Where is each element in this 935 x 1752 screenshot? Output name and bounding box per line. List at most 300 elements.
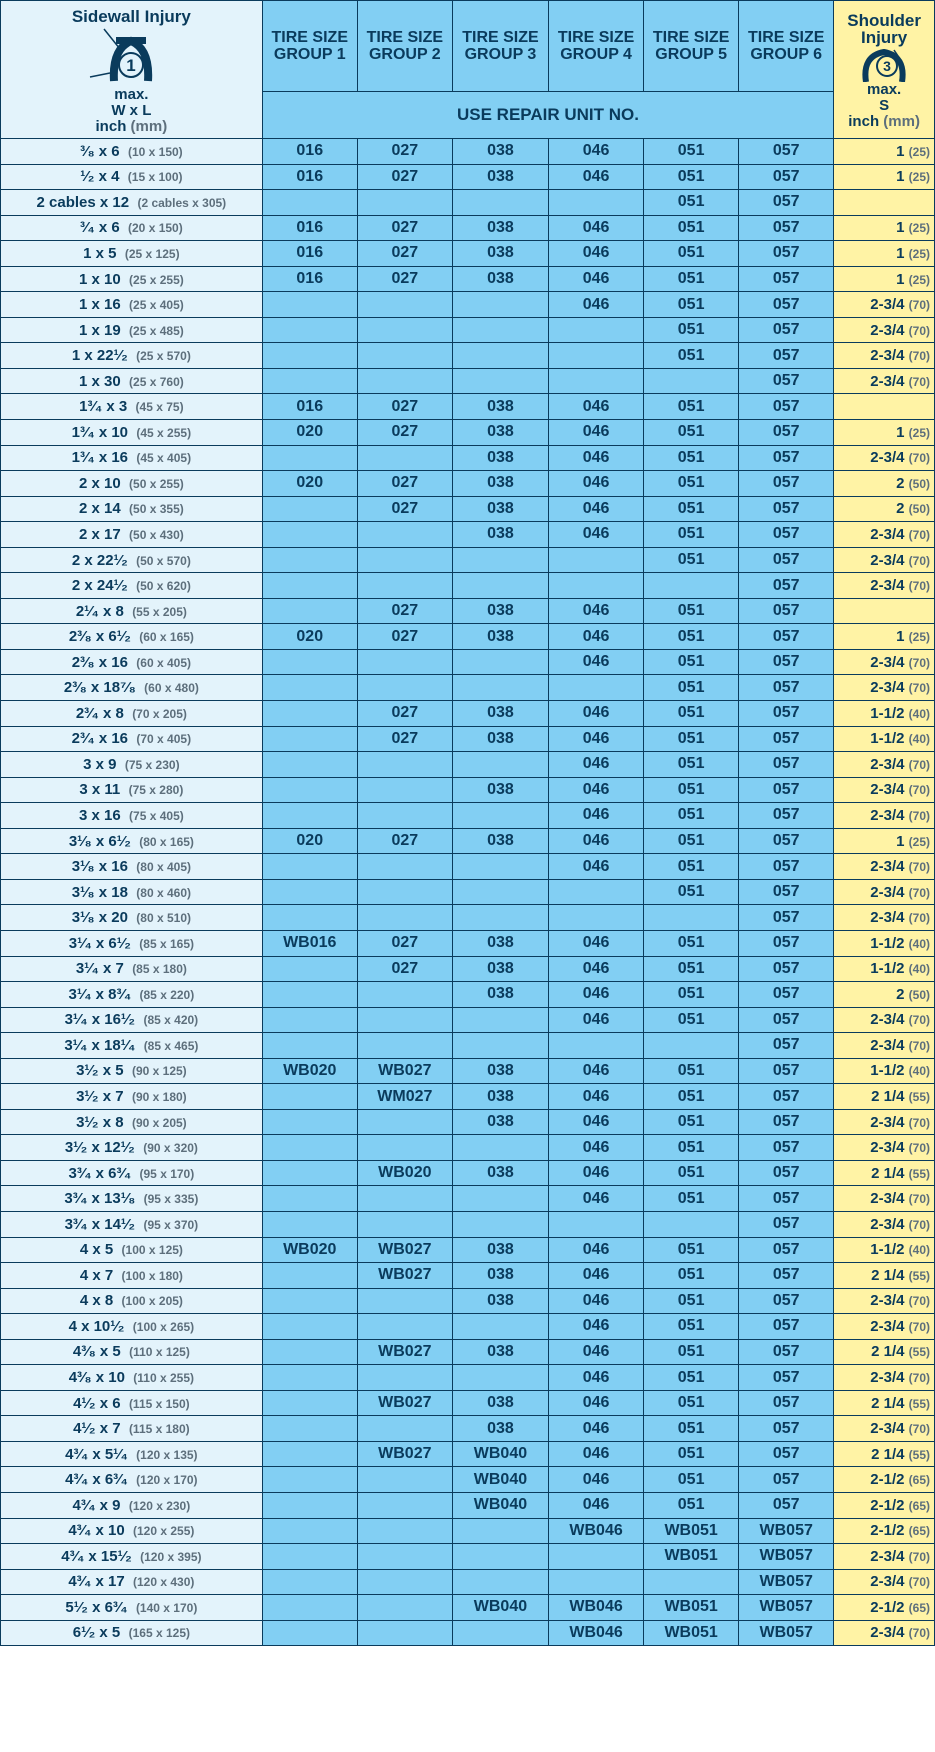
injury-size: 2 x 24¹⁄₂ — [71, 577, 128, 595]
shoulder-max-mm: (55) — [908, 1345, 930, 1360]
table-row — [1, 1492, 935, 1518]
shoulder-max-mm: (40) — [908, 1064, 930, 1079]
injury-size: 3¹⁄₂ x 8 — [76, 1113, 124, 1131]
injury-size-mm: (75 x 230) — [124, 757, 180, 772]
repair-unit-cell-group-5: 051 — [644, 624, 739, 650]
shoulder-max-mm: (70) — [908, 1371, 930, 1386]
repair-unit-cell-group-1 — [262, 1160, 357, 1186]
repair-unit-cell-group-3 — [452, 292, 548, 318]
repair-unit-cell-group-6: 057 — [739, 1390, 834, 1416]
injury-size: 3 x 16 — [78, 806, 121, 824]
shoulder-max-mm: (70) — [908, 655, 930, 670]
repair-unit-cell-group-2 — [357, 1314, 452, 1340]
repair-unit-cell-group-2 — [357, 1620, 452, 1646]
injury-size-mm: (75 x 280) — [128, 783, 184, 798]
injury-size-cell — [1, 1007, 263, 1033]
repair-unit-cell-group-2 — [357, 317, 452, 343]
injury-size-mm: (120 x 430) — [133, 1575, 195, 1590]
shoulder-max-cell — [834, 1135, 935, 1161]
injury-size: 2 x 10 — [78, 474, 121, 492]
repair-unit-cell-group-5: 051 — [644, 828, 739, 854]
shoulder-max-cell — [834, 317, 935, 343]
shoulder-max-cell — [834, 190, 935, 216]
shoulder-max-cell — [834, 1263, 935, 1289]
shoulder-max-cell — [834, 1237, 935, 1263]
repair-unit-cell-group-2: WB027 — [357, 1237, 452, 1263]
repair-unit-cell-group-6: WB057 — [739, 1518, 834, 1544]
shoulder-max-mm: (70) — [908, 1141, 930, 1156]
shoulder-max-value: 1-1/2 — [870, 730, 905, 748]
injury-size-cell — [1, 598, 263, 624]
injury-size-mm: (90 x 180) — [131, 1090, 187, 1104]
injury-size-cell — [1, 317, 263, 343]
repair-unit-cell-group-2 — [357, 1518, 452, 1544]
injury-size: 1 x 10 — [78, 270, 121, 288]
table-row — [1, 1084, 935, 1110]
shoulder-max-value: 1-1/2 — [870, 960, 905, 978]
shoulder-max-value: 1-1/2 — [870, 1241, 905, 1259]
repair-unit-cell-group-2: 027 — [357, 701, 452, 727]
repair-unit-cell-group-2 — [357, 752, 452, 778]
shoulder-max-mm: (40) — [908, 936, 930, 951]
repair-unit-cell-group-2 — [357, 522, 452, 548]
injury-size-mm: (85 x 220) — [139, 987, 195, 1002]
injury-size-mm: (85 x 165) — [139, 936, 194, 951]
shoulder-max-mm: (40) — [908, 732, 930, 747]
repair-unit-cell-group-5: 051 — [644, 930, 739, 956]
repair-unit-cell-group-1: 016 — [262, 394, 357, 420]
repair-unit-cell-group-6: 057 — [739, 828, 834, 854]
table-row — [1, 1288, 935, 1314]
repair-unit-cell-group-2 — [357, 573, 452, 599]
shoulder-max-value: 2-3/4 — [870, 1113, 905, 1131]
shoulder-max-value: 2-3/4 — [870, 372, 905, 390]
shoulder-max-value: 2 — [896, 474, 905, 492]
table-row — [1, 190, 935, 216]
shoulder-units-label: inch (mm) — [848, 113, 920, 130]
shoulder-tire-icon — [854, 46, 914, 82]
repair-unit-cell-group-5: 051 — [644, 1416, 739, 1442]
shoulder-max-mm: (25) — [908, 221, 930, 236]
repair-unit-cell-group-6: 057 — [739, 879, 834, 905]
table-row — [1, 982, 935, 1008]
table-row — [1, 215, 935, 241]
repair-unit-cell-group-4: 046 — [549, 1390, 644, 1416]
repair-unit-cell-group-1 — [262, 1595, 357, 1621]
repair-unit-cell-group-3: 038 — [452, 1390, 548, 1416]
shoulder-max-mm: (70) — [908, 1549, 930, 1564]
shoulder-max-cell — [834, 1620, 935, 1646]
shoulder-max-mm: (70) — [908, 783, 930, 798]
injury-size: 4³⁄₈ x 5 — [72, 1343, 121, 1361]
injury-size-mm: (110 x 125) — [129, 1345, 190, 1360]
shoulder-max-cell — [834, 1416, 935, 1442]
repair-unit-cell-group-3: 038 — [452, 930, 548, 956]
repair-unit-cell-group-1 — [262, 1314, 357, 1340]
injury-size-cell — [1, 777, 263, 803]
injury-size-cell — [1, 1135, 263, 1161]
shoulder-max-cell — [834, 445, 935, 471]
shoulder-max-mm: (70) — [908, 553, 930, 568]
injury-size-mm: (100 x 180) — [121, 1268, 183, 1283]
repair-unit-cell-group-6: 057 — [739, 1263, 834, 1289]
table-row — [1, 547, 935, 573]
repair-unit-cell-group-4: 046 — [549, 1467, 644, 1493]
repair-unit-cell-group-3: 038 — [452, 215, 548, 241]
shoulder-max-mm: (25) — [908, 630, 930, 645]
injury-size: 3³⁄₄ x 14¹⁄₂ — [64, 1215, 136, 1233]
table-row — [1, 292, 935, 318]
shoulder-max-mm: (70) — [908, 579, 930, 594]
repair-unit-cell-group-4: 046 — [549, 292, 644, 318]
repair-unit-cell-group-2 — [357, 1569, 452, 1595]
shoulder-max-cell — [834, 1007, 935, 1033]
repair-unit-cell-group-4: 046 — [549, 828, 644, 854]
repair-unit-cell-group-4: 046 — [549, 854, 644, 880]
repair-unit-cell-group-6: 057 — [739, 471, 834, 497]
shoulder-max-cell — [834, 547, 935, 573]
shoulder-max-cell — [834, 1518, 935, 1544]
repair-unit-cell-group-5: WB051 — [644, 1544, 739, 1570]
repair-unit-cell-group-2: 027 — [357, 624, 452, 650]
repair-unit-cell-group-1 — [262, 1186, 357, 1212]
injury-size-cell — [1, 752, 263, 778]
injury-size: 4¹⁄₂ x 7 — [73, 1420, 121, 1438]
repair-unit-cell-group-6: WB057 — [739, 1595, 834, 1621]
shoulder-max-cell — [834, 1544, 935, 1570]
repair-unit-cell-group-4: 046 — [549, 624, 644, 650]
repair-unit-cell-group-2 — [357, 1033, 452, 1059]
repair-unit-cell-group-4 — [549, 1211, 644, 1237]
injury-size: 6¹⁄₂ x 5 — [72, 1624, 121, 1642]
repair-unit-cell-group-4: 046 — [549, 1441, 644, 1467]
injury-size-cell — [1, 241, 263, 267]
table-row — [1, 496, 935, 522]
repair-unit-cell-group-2 — [357, 905, 452, 931]
shoulder-max-value: 2-3/4 — [870, 858, 905, 876]
injury-size: 2³⁄₄ x 16 — [71, 730, 129, 748]
repair-unit-cell-group-3 — [452, 1135, 548, 1161]
shoulder-max-mm: (70) — [908, 757, 930, 772]
injury-size: 1 x 22¹⁄₂ — [71, 347, 128, 365]
repair-unit-cell-group-1: 016 — [262, 241, 357, 267]
repair-unit-cell-group-5: 051 — [644, 1084, 739, 1110]
injury-size-mm: (25 x 570) — [136, 349, 191, 364]
repair-unit-cell-group-3 — [452, 1033, 548, 1059]
injury-size-mm: (80 x 165) — [139, 834, 194, 849]
repair-unit-cell-group-5: 051 — [644, 292, 739, 318]
repair-unit-cell-group-2: 027 — [357, 215, 452, 241]
repair-unit-cell-group-5: 051 — [644, 879, 739, 905]
repair-unit-cell-group-1 — [262, 1569, 357, 1595]
repair-unit-cell-group-4 — [549, 547, 644, 573]
repair-unit-cell-group-6: 057 — [739, 982, 834, 1008]
shoulder-max-value: 2-1/2 — [870, 1471, 905, 1489]
shoulder-max-cell — [834, 777, 935, 803]
shoulder-max-value: 2 — [896, 500, 905, 518]
injury-size-cell — [1, 139, 263, 165]
injury-size: 1³⁄₄ x 3 — [79, 398, 128, 416]
repair-unit-cell-group-6: 057 — [739, 522, 834, 548]
repair-unit-cell-group-3 — [452, 803, 548, 829]
injury-size-cell — [1, 420, 263, 446]
repair-unit-cell-group-6: 057 — [739, 1365, 834, 1391]
shoulder-max-cell — [834, 879, 935, 905]
repair-unit-cell-group-3 — [452, 649, 548, 675]
repair-unit-cell-group-3: WB040 — [452, 1441, 548, 1467]
repair-unit-cell-group-4: 046 — [549, 471, 644, 497]
injury-size: ¹⁄₂ x 4 — [80, 168, 120, 186]
table-row — [1, 1033, 935, 1059]
repair-unit-cell-group-4: 046 — [549, 1339, 644, 1365]
repair-unit-cell-group-1 — [262, 1544, 357, 1570]
repair-unit-cell-group-2 — [357, 777, 452, 803]
repair-unit-cell-group-5: 051 — [644, 164, 739, 190]
shoulder-max-mm: (65) — [908, 1600, 930, 1615]
injury-size-mm: (95 x 335) — [143, 1192, 199, 1207]
repair-unit-cell-group-3: WB040 — [452, 1492, 548, 1518]
injury-size: 3¹⁄₄ x 18¹⁄₄ — [64, 1036, 136, 1054]
repair-unit-cell-group-2 — [357, 675, 452, 701]
repair-unit-cell-group-5: 051 — [644, 496, 739, 522]
repair-unit-cell-group-3 — [452, 343, 548, 369]
repair-unit-cell-group-2: WB027 — [357, 1339, 452, 1365]
repair-unit-cell-group-4: 046 — [549, 598, 644, 624]
repair-unit-cell-group-3: 038 — [452, 241, 548, 267]
shoulder-max-mm: (70) — [908, 374, 930, 389]
use-repair-unit-header: USE REPAIR UNIT NO. — [262, 91, 834, 138]
repair-unit-cell-group-4: 046 — [549, 1135, 644, 1161]
shoulder-max-cell — [834, 1186, 935, 1212]
repair-unit-cell-group-4 — [549, 343, 644, 369]
repair-unit-cell-group-6: 057 — [739, 624, 834, 650]
repair-unit-cell-group-3 — [452, 1007, 548, 1033]
shoulder-max-label: max. — [867, 81, 902, 98]
injury-size-cell — [1, 1544, 263, 1570]
injury-size-cell — [1, 1492, 263, 1518]
repair-unit-cell-group-6: 057 — [739, 1339, 834, 1365]
injury-size: 1³⁄₄ x 16 — [71, 449, 129, 467]
repair-unit-cell-group-6: 057 — [739, 445, 834, 471]
repair-unit-cell-group-6: WB057 — [739, 1544, 834, 1570]
table-row — [1, 1518, 935, 1544]
repair-unit-cell-group-6: 057 — [739, 649, 834, 675]
repair-unit-cell-group-3: 038 — [452, 1263, 548, 1289]
repair-unit-cell-group-1: WB020 — [262, 1058, 357, 1084]
repair-unit-cell-group-3 — [452, 1314, 548, 1340]
shoulder-max-cell — [834, 803, 935, 829]
table-row — [1, 1160, 935, 1186]
shoulder-max-mm: (55) — [908, 1090, 930, 1104]
table-row — [1, 649, 935, 675]
repair-unit-cell-group-6: 057 — [739, 701, 834, 727]
injury-size-mm: (50 x 620) — [136, 579, 191, 594]
repair-unit-cell-group-6: 057 — [739, 675, 834, 701]
shoulder-max-value: 2 1/4 — [871, 1394, 905, 1412]
injury-size-mm: (70 x 405) — [136, 732, 192, 747]
shoulder-max-mm: (25) — [908, 144, 930, 159]
sidewall-wxl-label: W x L — [111, 101, 152, 119]
shoulder-icon-number: 3 — [883, 58, 892, 74]
shoulder-max-cell — [834, 1492, 935, 1518]
injury-size-cell — [1, 854, 263, 880]
table-row — [1, 1058, 935, 1084]
injury-size: 3¹⁄₈ x 18 — [71, 883, 128, 901]
shoulder-max-value: 2-3/4 — [870, 1292, 905, 1310]
repair-unit-cell-group-6: 057 — [739, 598, 834, 624]
shoulder-max-cell — [834, 956, 935, 982]
repair-unit-cell-group-6: 057 — [739, 292, 834, 318]
repair-unit-cell-group-6: 057 — [739, 496, 834, 522]
repair-unit-cell-group-1 — [262, 1007, 357, 1033]
shoulder-max-cell — [834, 343, 935, 369]
shoulder-max-mm: (40) — [908, 962, 930, 977]
repair-unit-cell-group-3: 038 — [452, 420, 548, 446]
shoulder-max-mm: (70) — [908, 1217, 930, 1232]
repair-unit-cell-group-1: 016 — [262, 266, 357, 292]
sidewall-tire-icon — [76, 27, 186, 85]
repair-unit-cell-group-6: 057 — [739, 164, 834, 190]
table-row — [1, 573, 935, 599]
repair-unit-cell-group-5: 051 — [644, 1492, 739, 1518]
injury-size: 2 x 22¹⁄₂ — [71, 551, 128, 569]
repair-unit-cell-group-2 — [357, 292, 452, 318]
shoulder-max-cell — [834, 1441, 935, 1467]
repair-unit-cell-group-5: 051 — [644, 803, 739, 829]
shoulder-max-mm: (70) — [908, 527, 930, 542]
injury-size-mm: (60 x 165) — [139, 630, 194, 645]
repair-unit-cell-group-2 — [357, 190, 452, 216]
shoulder-max-value: 1 — [896, 219, 905, 237]
injury-size-cell — [1, 1033, 263, 1059]
shoulder-max-value: 2-3/4 — [870, 1573, 905, 1591]
repair-unit-cell-group-1 — [262, 803, 357, 829]
shoulder-header — [834, 1, 935, 139]
injury-size-mm: (2 cables x 305) — [137, 195, 227, 210]
shoulder-max-mm: (70) — [908, 860, 930, 875]
repair-unit-cell-group-1 — [262, 1339, 357, 1365]
repair-unit-cell-group-5: 051 — [644, 471, 739, 497]
injury-size-cell — [1, 343, 263, 369]
injury-size-mm: (25 x 760) — [129, 374, 184, 389]
repair-unit-cell-group-3 — [452, 1186, 548, 1212]
shoulder-max-cell — [834, 1390, 935, 1416]
repair-unit-cell-group-2 — [357, 982, 452, 1008]
repair-unit-cell-group-4: 046 — [549, 649, 644, 675]
table-row — [1, 522, 935, 548]
shoulder-max-cell — [834, 1339, 935, 1365]
repair-unit-cell-group-3 — [452, 368, 548, 394]
table-row — [1, 343, 935, 369]
group-header-3: TIRE SIZE GROUP 3 — [452, 1, 548, 92]
injury-size: 4 x 8 — [79, 1292, 114, 1310]
injury-size: 2³⁄₈ x 18⁷⁄₈ — [63, 679, 136, 697]
repair-unit-cell-group-4: 046 — [549, 215, 644, 241]
injury-size-cell — [1, 394, 263, 420]
repair-unit-cell-group-4: 046 — [549, 1263, 644, 1289]
shoulder-max-value: 2 1/4 — [871, 1088, 905, 1105]
shoulder-title: Shoulder Injury — [847, 11, 921, 47]
repair-unit-cell-group-3: 038 — [452, 1237, 548, 1263]
injury-size: 3¹⁄₄ x 6¹⁄₂ — [68, 934, 131, 952]
repair-unit-cell-group-5: WB051 — [644, 1518, 739, 1544]
shoulder-max-cell — [834, 292, 935, 318]
repair-unit-cell-group-5 — [644, 368, 739, 394]
repair-unit-cell-group-5: 051 — [644, 241, 739, 267]
table-row — [1, 1339, 935, 1365]
repair-unit-cell-group-2 — [357, 368, 452, 394]
shoulder-max-value: 2 1/4 — [871, 1445, 905, 1463]
repair-unit-cell-group-2: 027 — [357, 266, 452, 292]
repair-unit-cell-group-6: 057 — [739, 215, 834, 241]
table-row — [1, 1135, 935, 1161]
shoulder-max-mm: (25) — [908, 425, 930, 440]
repair-unit-cell-group-2: 027 — [357, 164, 452, 190]
shoulder-max-mm: (70) — [908, 1038, 930, 1053]
injury-size: 1³⁄₄ x 10 — [71, 423, 129, 441]
injury-size: 4 x 10¹⁄₂ — [68, 1317, 125, 1335]
sidewall-title: Sidewall Injury — [71, 6, 191, 26]
injury-size-cell — [1, 930, 263, 956]
injury-size-mm: (90 x 320) — [143, 1141, 198, 1156]
repair-unit-cell-group-1 — [262, 190, 357, 216]
repair-unit-cell-group-1: 016 — [262, 215, 357, 241]
injury-size: 5¹⁄₂ x 6³⁄₄ — [65, 1598, 128, 1616]
repair-unit-cell-group-4: 046 — [549, 139, 644, 165]
shoulder-max-cell — [834, 1467, 935, 1493]
repair-unit-cell-group-5: 051 — [644, 1186, 739, 1212]
injury-size-mm: (100 x 265) — [132, 1319, 195, 1334]
repair-unit-cell-group-3: 038 — [452, 139, 548, 165]
repair-unit-cell-group-3: 038 — [452, 496, 548, 522]
repair-unit-cell-group-6: 057 — [739, 1033, 834, 1059]
shoulder-max-mm: (70) — [908, 1319, 930, 1334]
repair-unit-cell-group-5: 051 — [644, 215, 739, 241]
shoulder-max-cell — [834, 624, 935, 650]
shoulder-max-cell — [834, 1595, 935, 1621]
repair-unit-cell-group-3 — [452, 317, 548, 343]
injury-size-mm: (90 x 205) — [131, 1115, 187, 1130]
shoulder-max-mm: (70) — [908, 808, 930, 823]
shoulder-max-mm: (70) — [908, 323, 930, 338]
group-header-5: TIRE SIZE GROUP 5 — [644, 1, 739, 92]
repair-unit-cell-group-1: 020 — [262, 624, 357, 650]
repair-unit-cell-group-3: 038 — [452, 266, 548, 292]
table-row — [1, 752, 935, 778]
table-row — [1, 803, 935, 829]
injury-size: 2³⁄₄ x 8 — [75, 704, 124, 722]
shoulder-max-cell — [834, 368, 935, 394]
repair-unit-cell-group-1 — [262, 1135, 357, 1161]
injury-size-mm: (50 x 355) — [129, 502, 184, 517]
repair-unit-cell-group-4: 046 — [549, 982, 644, 1008]
repair-unit-cell-group-3: 038 — [452, 624, 548, 650]
group-header-6: TIRE SIZE GROUP 6 — [739, 1, 834, 92]
injury-size: 4 x 7 — [79, 1266, 114, 1284]
repair-unit-cell-group-2 — [357, 649, 452, 675]
injury-size-mm: (45 x 255) — [136, 425, 192, 440]
shoulder-max-mm: (70) — [908, 1626, 930, 1641]
repair-unit-cell-group-6: 057 — [739, 1186, 834, 1212]
repair-unit-cell-group-2: 027 — [357, 139, 452, 165]
injury-size: 3¹⁄₄ x 8³⁄₄ — [68, 985, 132, 1003]
injury-size-cell — [1, 828, 263, 854]
repair-unit-cell-group-2 — [357, 547, 452, 573]
injury-size: 3¹⁄₈ x 16 — [71, 858, 128, 876]
repair-unit-cell-group-4: 046 — [549, 1492, 644, 1518]
injury-size: 4³⁄₄ x 6³⁄₄ — [65, 1471, 128, 1489]
injury-size-mm: (80 x 405) — [136, 860, 191, 875]
